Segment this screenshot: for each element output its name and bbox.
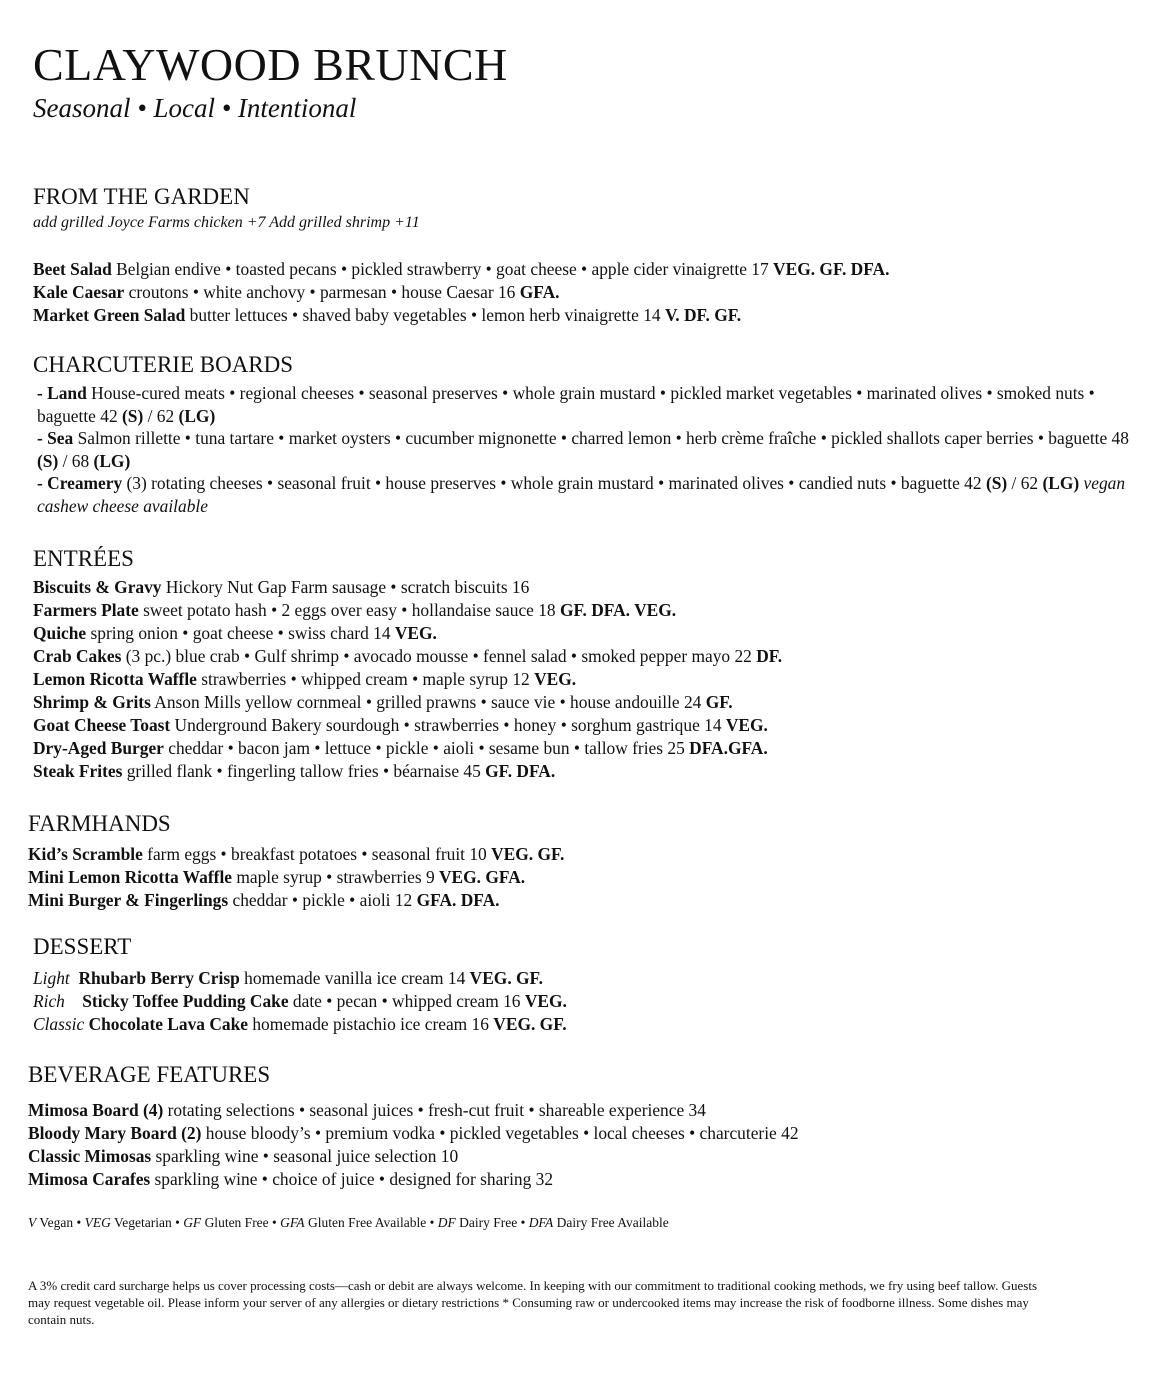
- legend-label: Gluten Free Available •: [304, 1215, 438, 1230]
- item-desc: Underground Bakery sourdough • strawberries • honey • sorghum gastrique 14: [170, 715, 726, 735]
- diet-tags: VEG. GF.: [469, 968, 543, 988]
- item-desc: Hickory Nut Gap Farm sausage • scratch biscuits 16: [161, 577, 530, 597]
- item-name: Goat Cheese Toast: [33, 715, 171, 735]
- item-desc: strawberries • whipped cream • maple syrup 12: [196, 669, 535, 689]
- board-item: [37, 427, 1132, 472]
- item-name: Quiche: [33, 623, 87, 643]
- item-desc: homemade vanilla ice cream 14: [239, 968, 470, 988]
- item-desc: maple syrup • strawberries 9: [232, 867, 439, 887]
- diet-tags: VEG. GF. DFA.: [773, 259, 890, 279]
- size-large: (LG): [93, 450, 131, 471]
- dessert-style: Classic: [33, 1014, 85, 1034]
- section-heading-dessert: DESSERT: [33, 934, 132, 959]
- item-desc: sparkling wine • choice of juice • designed for sharing 32: [150, 1169, 554, 1189]
- menu-item: [33, 645, 782, 668]
- item-desc: date • pecan • whipped cream 16: [288, 991, 525, 1011]
- menu-item: [33, 760, 782, 783]
- size-large: (LG): [178, 405, 216, 426]
- board-item: [37, 472, 1132, 517]
- board-desc: Salmon rillette • tuna tartare • market oysters • cucumber mignonette • charred lemon • herb crème fraîche • pickled shallots caper berries • baguette 48: [73, 428, 1129, 448]
- board-item: [37, 382, 1132, 427]
- menu-item: [33, 281, 889, 304]
- legend-code: DF: [437, 1215, 456, 1230]
- board-desc: (3) rotating cheeses • seasonal fruit • house preserves • whole grain mustard • marinated olives • candied nuts • baguette 42: [122, 473, 986, 493]
- item-name: Classic Mimosas: [28, 1146, 152, 1166]
- menu-item: [33, 714, 782, 737]
- item-name: Sticky Toffee Pudding Cake: [82, 991, 289, 1011]
- menu-item: [28, 1145, 799, 1168]
- diet-tags: DF.: [756, 646, 783, 666]
- disclaimer: A 3% credit card surcharge helps us cover processing costs—cash or debit are always welcome. In keeping with our commitment to traditional cooking methods, we fry using beef tallow. Guests may request vegetable oil. Please inform your server of any allergies or dietary restrictions * Consuming raw or undercooked items may increase the risk of foodborne illness. Some dishes may contain nuts.: [28, 1278, 1038, 1327]
- board-desc: House-cured meats • regional cheeses • seasonal preserves • whole grain mustard • pickled market vegetables • marinated olives • smoked nuts • baguette 42: [37, 383, 1095, 426]
- diet-tags: VEG. GF.: [491, 844, 565, 864]
- diet-tags: VEG.: [394, 623, 437, 643]
- item-desc: house bloody’s • premium vodka • pickled vegetables • local cheeses • charcuterie 42: [201, 1123, 799, 1143]
- menu-item: [33, 668, 782, 691]
- item-desc: cheddar • bacon jam • lettuce • pickle • aioli • sesame bun • tallow fries 25: [163, 738, 690, 758]
- tagline: Seasonal • Local • Intentional: [33, 93, 357, 123]
- vegan-option-note: vegan cashew cheese available: [37, 473, 1126, 516]
- item-name: Kid’s Scramble: [28, 844, 143, 864]
- item-name: Kale Caesar: [33, 282, 125, 302]
- item-name: Mimosa Carafes: [28, 1169, 151, 1189]
- price-separator: / 62: [1007, 473, 1043, 493]
- diet-tags: DFA.GFA.: [689, 738, 768, 758]
- diet-tags: VEG.: [524, 991, 567, 1011]
- size-small: (S): [37, 450, 59, 471]
- item-desc: cheddar • pickle • aioli 12: [228, 890, 417, 910]
- farmhands-list: [28, 843, 564, 912]
- diet-tags: GF. DFA.: [485, 761, 556, 781]
- diet-tags: VEG.: [534, 669, 577, 689]
- legend-code: V: [28, 1215, 37, 1230]
- menu-item: [33, 622, 782, 645]
- item-desc: Anson Mills yellow cornmeal • grilled prawns • sauce vie • house andouille 24: [150, 692, 706, 712]
- item-desc: butter lettuces • shaved baby vegetables • lemon herb vinaigrette 14: [185, 305, 665, 325]
- item-desc: croutons • white anchovy • parmesan • house Caesar 16: [124, 282, 520, 302]
- board-name: - Sea: [37, 428, 74, 448]
- diet-tags: VEG. GF.: [493, 1014, 567, 1034]
- item-desc: sparkling wine • seasonal juice selection 10: [151, 1146, 459, 1166]
- garden-addon-note: add grilled Joyce Farms chicken +7 Add grilled shrimp +11: [33, 214, 420, 231]
- menu-item: [28, 866, 564, 889]
- item-desc: (3 pc.) blue crab • Gulf shrimp • avocado mousse • fennel salad • smoked pepper mayo 22: [121, 646, 757, 666]
- price-separator: / 62: [143, 405, 179, 426]
- size-large: (LG): [1042, 473, 1080, 493]
- item-name: Chocolate Lava Cake: [88, 1014, 248, 1034]
- legend-label: Vegan •: [36, 1215, 85, 1230]
- item-name: Beet Salad: [33, 259, 112, 279]
- menu-item: [33, 599, 782, 622]
- item-name: Shrimp & Grits: [33, 692, 151, 712]
- section-heading-charcuterie: CHARCUTERIE BOARDS: [33, 352, 294, 377]
- diet-tags: GFA. DFA.: [416, 890, 500, 910]
- menu-item: [33, 737, 782, 760]
- legend-code: GFA: [280, 1215, 305, 1230]
- item-desc: grilled flank • fingerling tallow fries • béarnaise 45: [122, 761, 486, 781]
- legend-label: Vegetarian •: [110, 1215, 184, 1230]
- section-heading-entrees: ENTRÉES: [33, 546, 134, 571]
- dessert-style: Light: [33, 968, 70, 988]
- menu-item: [28, 1122, 799, 1145]
- board-name: - Land: [37, 383, 87, 403]
- section-heading-farmhands: FARMHANDS: [28, 811, 171, 836]
- diet-tags: VEG.: [725, 715, 768, 735]
- item-name: Mini Burger & Fingerlings: [28, 890, 229, 910]
- diet-tags: GF.: [705, 692, 733, 712]
- menu-item: [33, 576, 782, 599]
- menu-item: [33, 990, 567, 1013]
- item-desc: rotating selections • seasonal juices • fresh-cut fruit • shareable experience 34: [163, 1100, 706, 1120]
- menu-item: [28, 889, 564, 912]
- legend-code: VEG: [84, 1215, 111, 1230]
- item-name: Dry-Aged Burger: [33, 738, 164, 758]
- diet-tags: V. DF. GF.: [664, 305, 742, 325]
- menu-item: [33, 258, 889, 281]
- legend-label: Dairy Free Available: [553, 1215, 669, 1230]
- item-desc: sweet potato hash • 2 eggs over easy • hollandaise sauce 18: [138, 600, 560, 620]
- menu-item: [33, 691, 782, 714]
- size-small: (S): [985, 473, 1008, 493]
- item-name: Lemon Ricotta Waffle: [33, 669, 197, 689]
- item-name: Farmers Plate: [33, 600, 139, 620]
- diet-tags: GFA.: [519, 282, 560, 302]
- diet-tags: VEG. GFA.: [439, 867, 526, 887]
- menu-item: [28, 1099, 799, 1122]
- item-name: Crab Cakes: [33, 646, 122, 666]
- item-name: Steak Frites: [33, 761, 123, 781]
- menu-item: [33, 1013, 567, 1036]
- size-small: (S): [122, 405, 144, 426]
- menu-item: [28, 843, 564, 866]
- dietary-legend: [28, 1215, 669, 1231]
- item-name: Rhubarb Berry Crisp: [78, 968, 240, 988]
- beverage-list: [28, 1099, 799, 1191]
- legend-code: GF: [183, 1215, 202, 1230]
- item-desc: farm eggs • breakfast potatoes • seasonal fruit 10: [142, 844, 492, 864]
- section-heading-garden: FROM THE GARDEN: [33, 184, 250, 209]
- charcuterie-list: [37, 382, 1132, 517]
- entrees-list: [33, 576, 782, 783]
- item-name: Bloody Mary Board (2): [28, 1123, 202, 1143]
- legend-label: Dairy Free •: [455, 1215, 529, 1230]
- menu-item: [28, 1168, 799, 1191]
- item-desc: Belgian endive • toasted pecans • pickled strawberry • goat cheese • apple cider vinaigrette 17: [111, 259, 774, 279]
- restaurant-title: CLAYWOOD BRUNCH: [33, 39, 508, 90]
- diet-tags: GF. DFA. VEG.: [559, 600, 677, 620]
- section-heading-beverage: BEVERAGE FEATURES: [28, 1062, 271, 1087]
- item-desc: spring onion • goat cheese • swiss chard 14: [86, 623, 395, 643]
- item-name: Biscuits & Gravy: [33, 577, 162, 597]
- item-name: Mimosa Board (4): [28, 1100, 164, 1120]
- legend-code: DFA: [528, 1215, 554, 1230]
- garden-list: [33, 258, 889, 327]
- price-separator: / 68: [58, 450, 94, 471]
- legend-label: Gluten Free •: [201, 1215, 281, 1230]
- item-name: Market Green Salad: [33, 305, 186, 325]
- item-desc: homemade pistachio ice cream 16: [247, 1014, 494, 1034]
- dessert-style: Rich: [33, 991, 65, 1011]
- menu-item: [33, 304, 889, 327]
- dessert-list: [33, 967, 567, 1036]
- board-name: - Creamery: [37, 473, 123, 493]
- item-name: Mini Lemon Ricotta Waffle: [28, 867, 232, 887]
- menu-item: [33, 967, 567, 990]
